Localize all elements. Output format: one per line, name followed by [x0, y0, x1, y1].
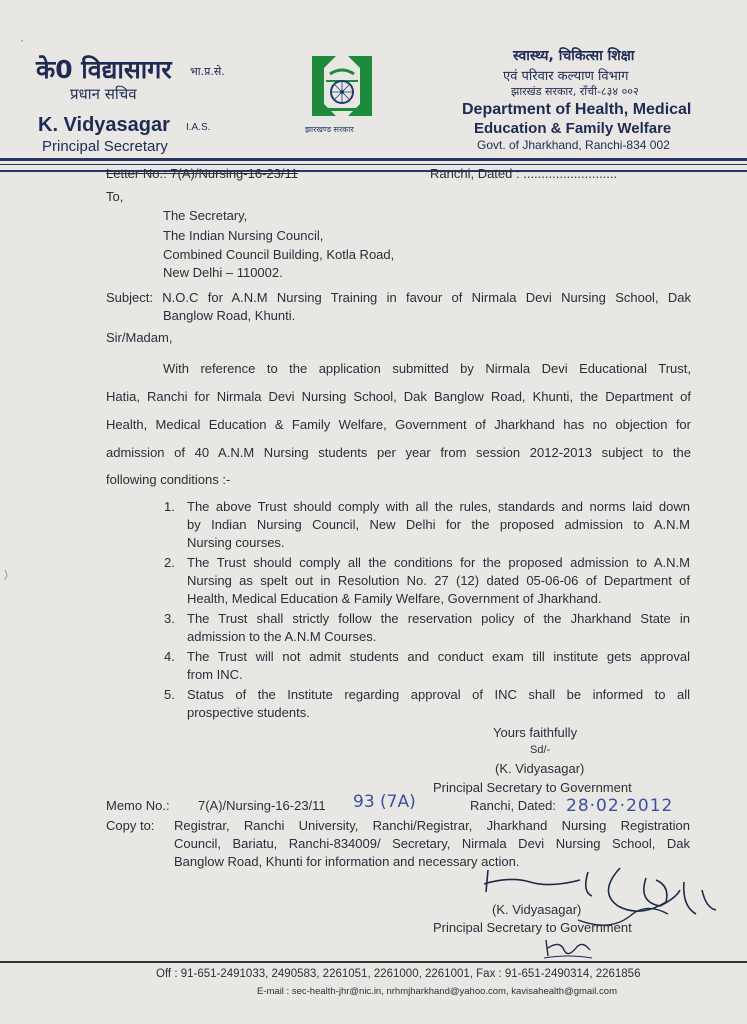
letterhead-dept-english-3: Govt. of Jharkhand, Ranchi-834 002	[477, 138, 670, 152]
to-label: To,	[106, 189, 124, 204]
letterhead-dept-english-2: Education & Family Welfare	[474, 120, 672, 137]
footer-divider	[0, 961, 747, 963]
letterhead-divider	[0, 158, 747, 161]
letterhead-hindi-name: के0 विद्यासागर	[36, 55, 172, 84]
body-line: Hatia, Ranchi for Nirmala Devi Nursing School, Dak Banglow Road, Khunti, the Department of	[106, 389, 691, 404]
condition-line: from INC.	[187, 667, 243, 682]
closing-name: (K. Vidyasagar)	[495, 761, 585, 776]
letterhead-divider-thin	[0, 164, 747, 165]
letterhead-dept-hindi-3: झारखंड सरकार, राँची-८३४ ००२	[511, 85, 639, 98]
condition-line: prospective students.	[187, 705, 310, 720]
closing-designation-copy: Principal Secretary to Government	[433, 920, 632, 935]
footer-email: E-mail : sec-health-jhr@nic.in, nrhmjharkhand@yahoo.com, kavisahealth@gmail.com	[257, 986, 617, 997]
condition-number: 4.	[164, 649, 175, 664]
condition-line: Status of the Institute regarding approval of INC shall be informed to all	[187, 687, 690, 702]
salutation: Sir/Madam,	[106, 330, 173, 345]
copy-to-line: Council, Bariatu, Ranchi-834009/ Secretary, Nirmala Devi Nursing School, Dak	[174, 836, 690, 851]
body-line: following conditions :-	[106, 472, 231, 487]
condition-line: by Indian Nursing Council, New Delhi for the proposed admission to A.N.M	[187, 517, 690, 532]
condition-number: 1.	[164, 499, 175, 514]
letter-number: Letter No.: 7(A)/Nursing-16-23/11	[106, 166, 298, 181]
address-line: The Indian Nursing Council,	[163, 228, 324, 243]
address-line: New Delhi – 110002.	[163, 265, 283, 280]
handwritten-date: 28·02·2012	[566, 796, 674, 816]
condition-number: 3.	[164, 611, 175, 626]
subject-line: Banglow Road, Khunti.	[163, 308, 296, 323]
condition-number: 2.	[164, 555, 175, 570]
condition-line: The above Trust should comply with all the rules, standards and norms laid down	[187, 499, 690, 514]
letterhead-dept-hindi-2: एवं परिवार कल्याण विभाग	[503, 69, 629, 84]
body-line: admission of 40 A.N.M Nursing students per year from session 2012-2013 subject to the	[106, 445, 691, 460]
pencil-mark: ˊ	[20, 38, 24, 52]
body-line: Health, Medical Education & Family Welfare, Government of Jharkhand has no objection for	[106, 417, 691, 432]
condition-line: admission to the A.N.M Courses.	[187, 629, 377, 644]
condition-line: The Trust shall strictly follow the reservation policy of the Jharkhand State in	[187, 611, 690, 626]
body-line: With reference to the application submitted by Nirmala Devi Educational Trust,	[163, 361, 691, 376]
closing-yours-faithfully: Yours faithfully	[493, 725, 578, 740]
footer-phone-fax: Off : 91-651-2491033, 2490583, 2261051, 2261000, 2261001, Fax : 91-651-2490314, 2261856	[156, 968, 641, 980]
letter-date: Ranchi, Dated : ..........................	[430, 166, 618, 181]
letterhead-dept-english-1: Department of Health, Medical	[462, 101, 692, 118]
memo-number: 7(A)/Nursing-16-23/11	[198, 798, 326, 813]
letterhead-english-name-suffix: I.A.S.	[186, 122, 211, 133]
letterhead-dept-hindi-1: स्वास्थ्य, चिकित्सा शिक्षा	[513, 48, 635, 64]
condition-line: Nursing as spelt out in Resolution No. 27 (12) dated 05-06-06 of Department of	[187, 573, 690, 588]
subject-line: Subject: N.O.C for A.N.M Nursing Training in favour of Nirmala Devi Nursing School, Dak	[106, 290, 691, 305]
condition-line: Health, Medical Education & Family Welfare, Government of Jharkhand.	[187, 591, 602, 606]
letterhead-hindi-name-suffix: भा.प्र.से.	[190, 65, 225, 78]
condition-line: The Trust should comply all the conditions for the proposed admission to A.N.M	[187, 555, 690, 570]
copy-to-line: Registrar, Ranchi University, Ranchi/Registrar, Jharkhand Nursing Registration	[174, 818, 690, 833]
memo-ranchi-dated: Ranchi, Dated:	[470, 798, 556, 813]
closing-designation: Principal Secretary to Government	[433, 780, 632, 795]
letterhead-english-name: K. Vidyasagar	[38, 114, 170, 136]
copy-to-label: Copy to:	[106, 818, 155, 833]
condition-line: Nursing courses.	[187, 535, 285, 550]
address-line: Combined Council Building, Kotla Road,	[163, 247, 395, 262]
letterhead-hindi-title: प्रधान सचिव	[70, 85, 137, 103]
punch-mark	[2, 570, 8, 580]
handwritten-memo-number: 93 (7A)	[353, 792, 416, 812]
closing-name-copy: (K. Vidyasagar)	[492, 902, 582, 917]
condition-line: The Trust will not admit students and conduct exam till institute gets approval	[187, 649, 690, 664]
closing-sd: Sd/-	[530, 744, 551, 756]
handwritten-initials	[540, 936, 600, 962]
letterhead-english-title: Principal Secretary	[42, 138, 168, 155]
emblem-caption: झारखण्ड सरकार	[305, 125, 354, 134]
address-line: The Secretary,	[163, 208, 248, 223]
memo-label: Memo No.:	[106, 798, 170, 813]
condition-number: 5.	[164, 687, 175, 702]
copy-to-line: Banglow Road, Khunti for information and necessary action.	[174, 854, 520, 869]
jharkhand-emblem-icon	[306, 52, 378, 120]
